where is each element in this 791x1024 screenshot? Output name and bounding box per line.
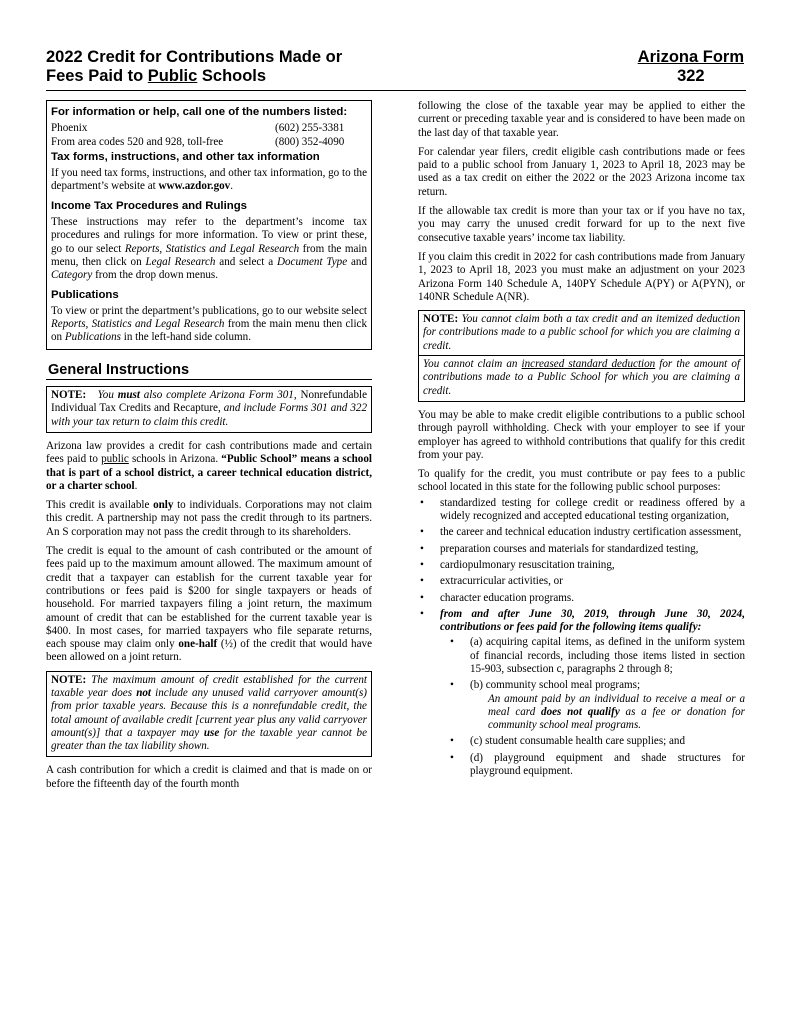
info-heading: For information or help, call one of the numbers listed:	[51, 106, 348, 118]
date-range-text: from and after June 30, 2019, through June 30, 2024, contributions or fees paid for the following items qualify:	[440, 607, 745, 634]
para-text: (½) of the credit that would have been allowed on a joint return.	[46, 638, 373, 664]
publications-text-1: To view or print the department’s publications, go to our website select	[51, 304, 367, 317]
list-item: • cardiopulmonary resuscitation training,	[418, 559, 745, 572]
paragraph-adjustment: If you claim this credit in 2022 for cash contributions made from January 1, 2023 to April 18, 2023 you must make an adjustment on your 2023 Arizona Form 140 Schedule A, 140PY Schedule A(PY) or A(PYN), or 140NR Schedule A(NR).	[418, 250, 745, 303]
note-emphasis: must	[117, 389, 140, 402]
note-divider	[419, 355, 744, 356]
para-bold: one-half	[178, 638, 218, 651]
list-item-date-range	[418, 608, 745, 779]
paragraph-carryforward: If the allowable tax credit is more than your tax or if you have no tax, you may carry the unused credit forward for up to the next five consecutive taxable years’ income tax liability.	[418, 205, 745, 244]
note-text: for the amount of contributions made to a Public School for which you are claiming a credit.	[423, 358, 740, 397]
note-text: and include Forms 301 and 322 with your tax return to claim this credit.	[51, 402, 367, 428]
note-label: NOTE:	[423, 313, 459, 326]
note-underlined: increased standard deduction	[521, 358, 656, 371]
note-text: The maximum amount of credit established for the current taxable year does	[51, 673, 367, 699]
phone-row-phoenix	[51, 122, 367, 135]
item-sublist	[440, 636, 745, 778]
publications-text-2: from the main menu then click on	[51, 318, 368, 344]
form-id	[638, 48, 744, 86]
paragraph-eligibility	[46, 499, 372, 539]
procedures-text-1: These instructions may refer to the department’s income tax procedures and rulings for more information. To view or print these, go to our select	[51, 216, 367, 255]
para-text: Arizona law provides a credit for cash contributions made and certain fees paid to	[46, 439, 372, 466]
reports-menu-ref: Reports, Statistics and Legal Research	[51, 318, 225, 331]
publications-heading: Publications	[51, 288, 119, 301]
note-form-301	[46, 386, 372, 433]
publications-text	[51, 305, 367, 345]
paragraph-public-school	[46, 440, 372, 493]
forms-text-body: If you need tax forms, instructions, and other tax information, go to the department’s website at	[51, 167, 367, 193]
paragraph-calendar-year: For calendar year filers, credit eligible cash contributions made or fees paid to a public school from January 1, 2023 to April 18, 2023 may be used as a tax credit on either the 2022 or the 2023 Arizona income tax return.	[418, 145, 745, 198]
para-text: .	[134, 479, 138, 492]
meal-note-text: as a fee or donation for community school meal programs.	[488, 705, 745, 732]
note-itemized-deduction	[418, 310, 745, 402]
note-text: for the taxable year cannot be greater than the tax liability shown.	[51, 726, 367, 753]
sub-item	[440, 679, 745, 732]
para-text: The credit is equal to the amount of cash contributed or the amount of fees paid up to the maximum amount allowed. The maximum amount of credit that a taxpayer can establish for the current taxable year for contributions or fees paid is $200 for single taxpayers or heads of household. For married taxpayers filing a joint return, the maximum amount of credit that can be established for the current taxable year is $400. In most cases, for married taxpayers who file separate returns, each spouse may claim only	[46, 545, 372, 651]
phone-label: From area codes 520 and 928, toll-free	[51, 135, 224, 148]
note-text: You cannot claim an	[423, 358, 522, 371]
paragraph-qualify: To qualify for the credit, you must contribute or pay fees to a public school located in this state for the following public school purposes:	[418, 468, 745, 494]
category-ref: Category	[51, 269, 93, 282]
note-label: NOTE:	[51, 389, 87, 402]
sub-item: • (a) acquiring capital items, as defined in the uniform system of financial records, including those items listed in section 15-903, subsection c, paragraphs 2 through 8;	[440, 636, 745, 676]
procedures-text	[51, 216, 367, 282]
reports-menu-ref: Reports, Statistics and Legal Research	[124, 242, 300, 255]
phone-number: (602) 255-3381	[275, 122, 345, 135]
note-text: include any unused valid carryover amount(s) from prior taxable years. Because this is a nonrefundable credit, the total amount of available credit [current year plus any valid carryover amount(s)] that a taxpayer may	[51, 686, 367, 739]
meal-note-text: An amount paid by an individual to receive a meal or a meal card	[488, 692, 745, 718]
form-title	[46, 48, 342, 86]
public-school-definition: “Public School” means a school that is part of a school district, a career technical education district, or a charter school	[46, 453, 372, 492]
form-number: 322	[677, 67, 705, 85]
document-type-ref: Document Type	[276, 255, 348, 268]
title-line-1: 2022 Credit for Contributions Made or	[46, 48, 343, 66]
paragraph-payroll: You may be able to make credit eligible contributions to a public school through payroll withholding. Check with your employer to see if your employer has agreed to withhold contributions that qualify for this credit from your pay.	[418, 408, 745, 461]
sub-item: • (c) student consumable health care supplies; and	[440, 735, 745, 748]
left-column	[46, 100, 372, 797]
note-emphasis: not	[136, 686, 151, 699]
forms-heading: Tax forms, instructions, and other tax information	[51, 150, 320, 163]
legal-research-ref: Legal Research	[145, 255, 216, 268]
note-label: NOTE:	[51, 673, 87, 686]
list-item: • the career and technical education industry certification assessment,	[418, 526, 745, 539]
para-bold: only	[153, 499, 174, 512]
forms-text-end: .	[230, 180, 233, 193]
title-text: Fees Paid to	[46, 67, 148, 85]
note-emphasis: use	[203, 726, 220, 739]
list-item: • standardized testing for college credit or readiness offered by a widely recognized and accepted educational testing organization,	[418, 497, 745, 524]
paragraph-cash-contribution: A cash contribution for which a credit is claimed and that is made on or before the fifteenth day of the fourth month	[46, 764, 372, 790]
paragraph-taxable-year: following the close of the taxable year may be applied to either the current or preceding taxable year and is considered to have been made on the last day of that taxable year.	[418, 100, 745, 139]
sub-item-text: (b) community school meal programs;	[470, 679, 641, 692]
list-item: • extracurricular activities, or	[418, 575, 745, 588]
title-text-end: Schools	[197, 67, 267, 85]
phone-label: Phoenix	[51, 122, 88, 135]
paragraph-credit-amount	[46, 545, 372, 665]
info-box	[46, 100, 372, 350]
title-line-2	[46, 67, 342, 86]
procedures-text-4: and	[347, 255, 367, 268]
header-rule	[46, 90, 746, 91]
para-text: to individuals. Corporations may not claim this credit. A partnership may not pass the credit through to its partners. An S corporation may not pass the credit through to its shareholders.	[46, 499, 372, 538]
meal-note	[470, 693, 745, 733]
publications-text-3: in the left-hand side column.	[120, 331, 251, 344]
forms-text	[51, 167, 367, 194]
procedures-heading: Income Tax Procedures and Rulings	[51, 199, 248, 212]
note-text: You cannot claim both a tax credit and an itemized deduction for contributions made to a public school for which you are claiming a credit.	[423, 313, 740, 352]
sub-item: • (d) playground equipment and shade structures for playground equipment.	[440, 752, 745, 779]
list-item: • preparation courses and materials for standardized testing,	[418, 543, 745, 556]
note-text: You	[97, 389, 118, 402]
procedures-text-5: from the drop down menus.	[92, 269, 219, 282]
phone-number: (800) 352-4090	[275, 135, 345, 148]
meal-note-emphasis: does not qualify	[541, 705, 620, 718]
note-carryover	[46, 671, 372, 758]
list-item: • character education programs.	[418, 592, 745, 605]
phone-row-tollfree	[51, 136, 367, 149]
para-text: schools in Arizona.	[128, 453, 222, 466]
procedures-text-2: from the main menu, then click on	[51, 242, 368, 268]
note-text: Nonrefundable Individual Tax Credits and Recapture,	[51, 389, 367, 415]
procedures-text-3: and select a	[215, 255, 277, 268]
note-text: also complete Arizona Form 301,	[139, 389, 297, 402]
title-public-underlined: Public	[147, 67, 198, 85]
general-instructions-heading: General Instructions	[46, 362, 372, 380]
right-column	[418, 100, 745, 781]
para-text: This credit is available	[46, 499, 154, 512]
website-link[interactable]: www.azdor.gov	[158, 180, 231, 193]
form-name: Arizona Form	[637, 48, 744, 66]
publications-ref: Publications	[64, 331, 121, 344]
para-underlined: public	[101, 453, 129, 466]
purpose-list	[418, 497, 745, 779]
